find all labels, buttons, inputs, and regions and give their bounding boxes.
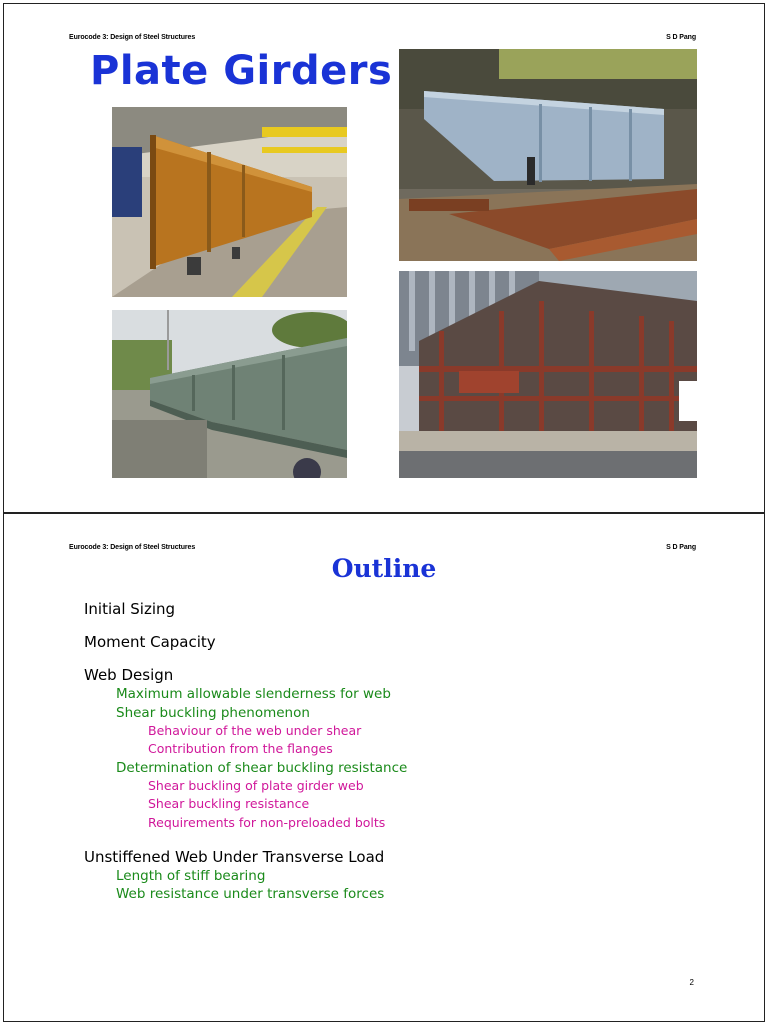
photo-large-girder-workshop <box>399 49 697 261</box>
outline-list <box>84 600 724 904</box>
page-number: 2 <box>689 978 694 987</box>
slide-title: Outline <box>331 554 437 583</box>
outline-subitem-determination-resistance: Determination of shear buckling resistance <box>116 759 408 776</box>
outline-subsubitem-requirements-bolts: Requirements for non-preloaded bolts <box>148 814 386 830</box>
slide-header-author: S D Pang <box>666 544 696 551</box>
outline-item-web-design: Web Design <box>84 666 174 684</box>
outline-subitem-length-bearing: Length of stiff bearing <box>116 867 266 884</box>
outline-item-moment-capacity: Moment Capacity <box>84 633 216 651</box>
outline-subsubitem-behaviour-web: Behaviour of the web under shear <box>148 723 362 738</box>
photo-bridge-girder <box>112 310 347 478</box>
slide-header-course: Eurocode 3: Design of Steel Structures <box>69 34 196 41</box>
slide-title: Plate Girders <box>90 48 393 94</box>
outline-subitem-web-resistance: Web resistance under transverse forces <box>116 886 385 903</box>
slide-header-author: S D Pang <box>666 34 696 41</box>
slide-header-course: Eurocode 3: Design of Steel Structures <box>69 544 196 551</box>
outline-subsubitem-shear-buckling-plate: Shear buckling of plate girder web <box>148 778 364 794</box>
slide-plate-girders <box>3 3 765 513</box>
outline-subitem-shear-buckling-phenomenon: Shear buckling phenomenon <box>116 704 310 721</box>
outline-subsubitem-shear-buckling-resistance: Shear buckling resistance <box>148 796 310 812</box>
slide-outline <box>3 513 765 1022</box>
outline-item-unstiffened-web: Unstiffened Web Under Transverse Load <box>84 847 385 866</box>
outline-subitem-max-slenderness: Maximum allowable slenderness for web <box>116 686 391 702</box>
outline-item-initial-sizing: Initial Sizing <box>84 600 176 618</box>
photo-building-frame <box>399 271 697 478</box>
photo-girder-in-factory <box>112 107 347 297</box>
outline-subsubitem-contribution-flanges: Contribution from the flanges <box>148 741 333 757</box>
